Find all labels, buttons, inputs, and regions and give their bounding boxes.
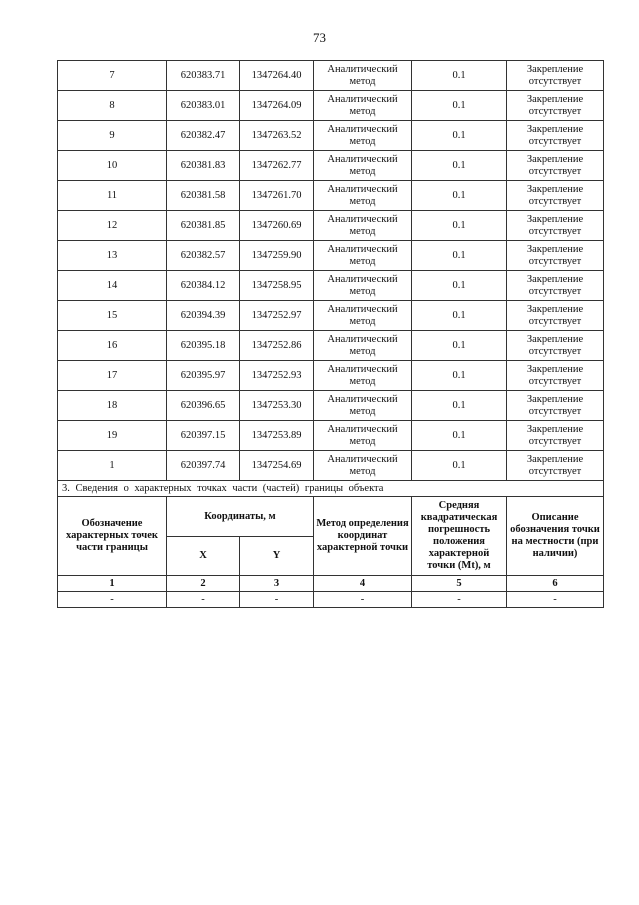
description-cell: Закрепление отсутствует [507, 181, 604, 211]
point-number-cell: 8 [58, 91, 167, 121]
accuracy-cell: 0.1 [412, 301, 507, 331]
empty-row [58, 592, 604, 608]
coord-x-cell: 620382.57 [167, 241, 240, 271]
method-cell: Аналитический метод [314, 61, 412, 91]
column-number: 2 [167, 576, 240, 592]
table-row [58, 271, 604, 301]
empty-cell: - [167, 592, 240, 608]
coord-x-cell: 620382.47 [167, 121, 240, 151]
coord-x-cell: 620381.58 [167, 181, 240, 211]
empty-cell: - [507, 592, 604, 608]
page-number: 73 [313, 30, 326, 45]
header-description: Описание обозначения точки на местности (при наличии) [507, 497, 604, 576]
table-row [58, 241, 604, 271]
boundary-points-table [57, 60, 604, 608]
table-row [58, 151, 604, 181]
point-number-cell: 19 [58, 421, 167, 451]
point-number-cell: 7 [58, 61, 167, 91]
accuracy-cell: 0.1 [412, 361, 507, 391]
accuracy-cell: 0.1 [412, 241, 507, 271]
column-number: 4 [314, 576, 412, 592]
coord-y-cell: 1347252.86 [240, 331, 314, 361]
method-cell: Аналитический метод [314, 391, 412, 421]
empty-cell: - [412, 592, 507, 608]
accuracy-cell: 0.1 [412, 421, 507, 451]
point-number-cell: 15 [58, 301, 167, 331]
coord-y-cell: 1347252.97 [240, 301, 314, 331]
header-accuracy: Средняя квадратическая погрешность положения характерной точки (Mt), м [412, 497, 507, 576]
point-number-cell: 16 [58, 331, 167, 361]
point-number-cell: 13 [58, 241, 167, 271]
table-row [58, 61, 604, 91]
accuracy-cell: 0.1 [412, 331, 507, 361]
table-row [58, 391, 604, 421]
coord-y-cell: 1347253.89 [240, 421, 314, 451]
point-number-cell: 17 [58, 361, 167, 391]
method-cell: Аналитический метод [314, 331, 412, 361]
table-row [58, 421, 604, 451]
method-cell: Аналитический метод [314, 271, 412, 301]
method-cell: Аналитический метод [314, 151, 412, 181]
accuracy-cell: 0.1 [412, 451, 507, 481]
method-cell: Аналитический метод [314, 91, 412, 121]
coord-x-cell: 620395.18 [167, 331, 240, 361]
coord-x-cell: 620384.12 [167, 271, 240, 301]
empty-cell: - [240, 592, 314, 608]
method-cell: Аналитический метод [314, 121, 412, 151]
accuracy-cell: 0.1 [412, 121, 507, 151]
empty-cell: - [58, 592, 167, 608]
point-number-cell: 18 [58, 391, 167, 421]
method-cell: Аналитический метод [314, 301, 412, 331]
coord-x-cell: 620394.39 [167, 301, 240, 331]
point-number-cell: 11 [58, 181, 167, 211]
coord-y-cell: 1347263.52 [240, 121, 314, 151]
coord-y-cell: 1347262.77 [240, 151, 314, 181]
coord-x-cell: 620383.71 [167, 61, 240, 91]
description-cell: Закрепление отсутствует [507, 211, 604, 241]
coord-x-cell: 620381.83 [167, 151, 240, 181]
column-number: 6 [507, 576, 604, 592]
coord-x-cell: 620395.97 [167, 361, 240, 391]
coord-x-cell: 620397.15 [167, 421, 240, 451]
accuracy-cell: 0.1 [412, 271, 507, 301]
table-row [58, 451, 604, 481]
accuracy-cell: 0.1 [412, 61, 507, 91]
description-cell: Закрепление отсутствует [507, 391, 604, 421]
method-cell: Аналитический метод [314, 421, 412, 451]
description-cell: Закрепление отсутствует [507, 271, 604, 301]
header-x: X [167, 537, 240, 576]
coord-y-cell: 1347260.69 [240, 211, 314, 241]
coord-y-cell: 1347259.90 [240, 241, 314, 271]
accuracy-cell: 0.1 [412, 151, 507, 181]
accuracy-cell: 0.1 [412, 181, 507, 211]
table-row [58, 361, 604, 391]
point-number-cell: 14 [58, 271, 167, 301]
description-cell: Закрепление отсутствует [507, 91, 604, 121]
table-row [58, 121, 604, 151]
method-cell: Аналитический метод [314, 181, 412, 211]
description-cell: Закрепление отсутствует [507, 121, 604, 151]
header-method: Метод определения координат характерной точки [314, 497, 412, 576]
description-cell: Закрепление отсутствует [507, 151, 604, 181]
table-row [58, 211, 604, 241]
table-row [58, 331, 604, 361]
description-cell: Закрепление отсутствует [507, 241, 604, 271]
accuracy-cell: 0.1 [412, 91, 507, 121]
coord-x-cell: 620397.74 [167, 451, 240, 481]
coord-y-cell: 1347258.95 [240, 271, 314, 301]
coord-y-cell: 1347254.69 [240, 451, 314, 481]
point-number-cell: 1 [58, 451, 167, 481]
header-designation: Обозначение характерных точек части границы [58, 497, 167, 576]
coord-y-cell: 1347252.93 [240, 361, 314, 391]
description-cell: Закрепление отсутствует [507, 301, 604, 331]
data-rows [58, 61, 604, 481]
description-cell: Закрепление отсутствует [507, 331, 604, 361]
coord-y-cell: 1347264.40 [240, 61, 314, 91]
accuracy-cell: 0.1 [412, 391, 507, 421]
point-number-cell: 9 [58, 121, 167, 151]
accuracy-cell: 0.1 [412, 211, 507, 241]
coord-y-cell: 1347253.30 [240, 391, 314, 421]
table-row [58, 91, 604, 121]
column-number: 5 [412, 576, 507, 592]
header-y: Y [240, 537, 314, 576]
method-cell: Аналитический метод [314, 211, 412, 241]
header-coordinates: Координаты, м [167, 497, 314, 537]
point-number-cell: 12 [58, 211, 167, 241]
method-cell: Аналитический метод [314, 361, 412, 391]
column-number: 1 [58, 576, 167, 592]
coord-y-cell: 1347261.70 [240, 181, 314, 211]
point-number-cell: 10 [58, 151, 167, 181]
column-numbers-row [58, 576, 604, 592]
description-cell: Закрепление отсутствует [507, 421, 604, 451]
method-cell: Аналитический метод [314, 241, 412, 271]
section3 [58, 481, 604, 608]
column-number: 3 [240, 576, 314, 592]
empty-cell: - [314, 592, 412, 608]
method-cell: Аналитический метод [314, 451, 412, 481]
table-row [58, 181, 604, 211]
coord-x-cell: 620383.01 [167, 91, 240, 121]
section-title: 3. Сведения о характерных точках части (частей) границы объекта [58, 481, 604, 497]
coord-y-cell: 1347264.09 [240, 91, 314, 121]
coord-x-cell: 620381.85 [167, 211, 240, 241]
coord-x-cell: 620396.65 [167, 391, 240, 421]
description-cell: Закрепление отсутствует [507, 61, 604, 91]
description-cell: Закрепление отсутствует [507, 361, 604, 391]
description-cell: Закрепление отсутствует [507, 451, 604, 481]
table-row [58, 301, 604, 331]
